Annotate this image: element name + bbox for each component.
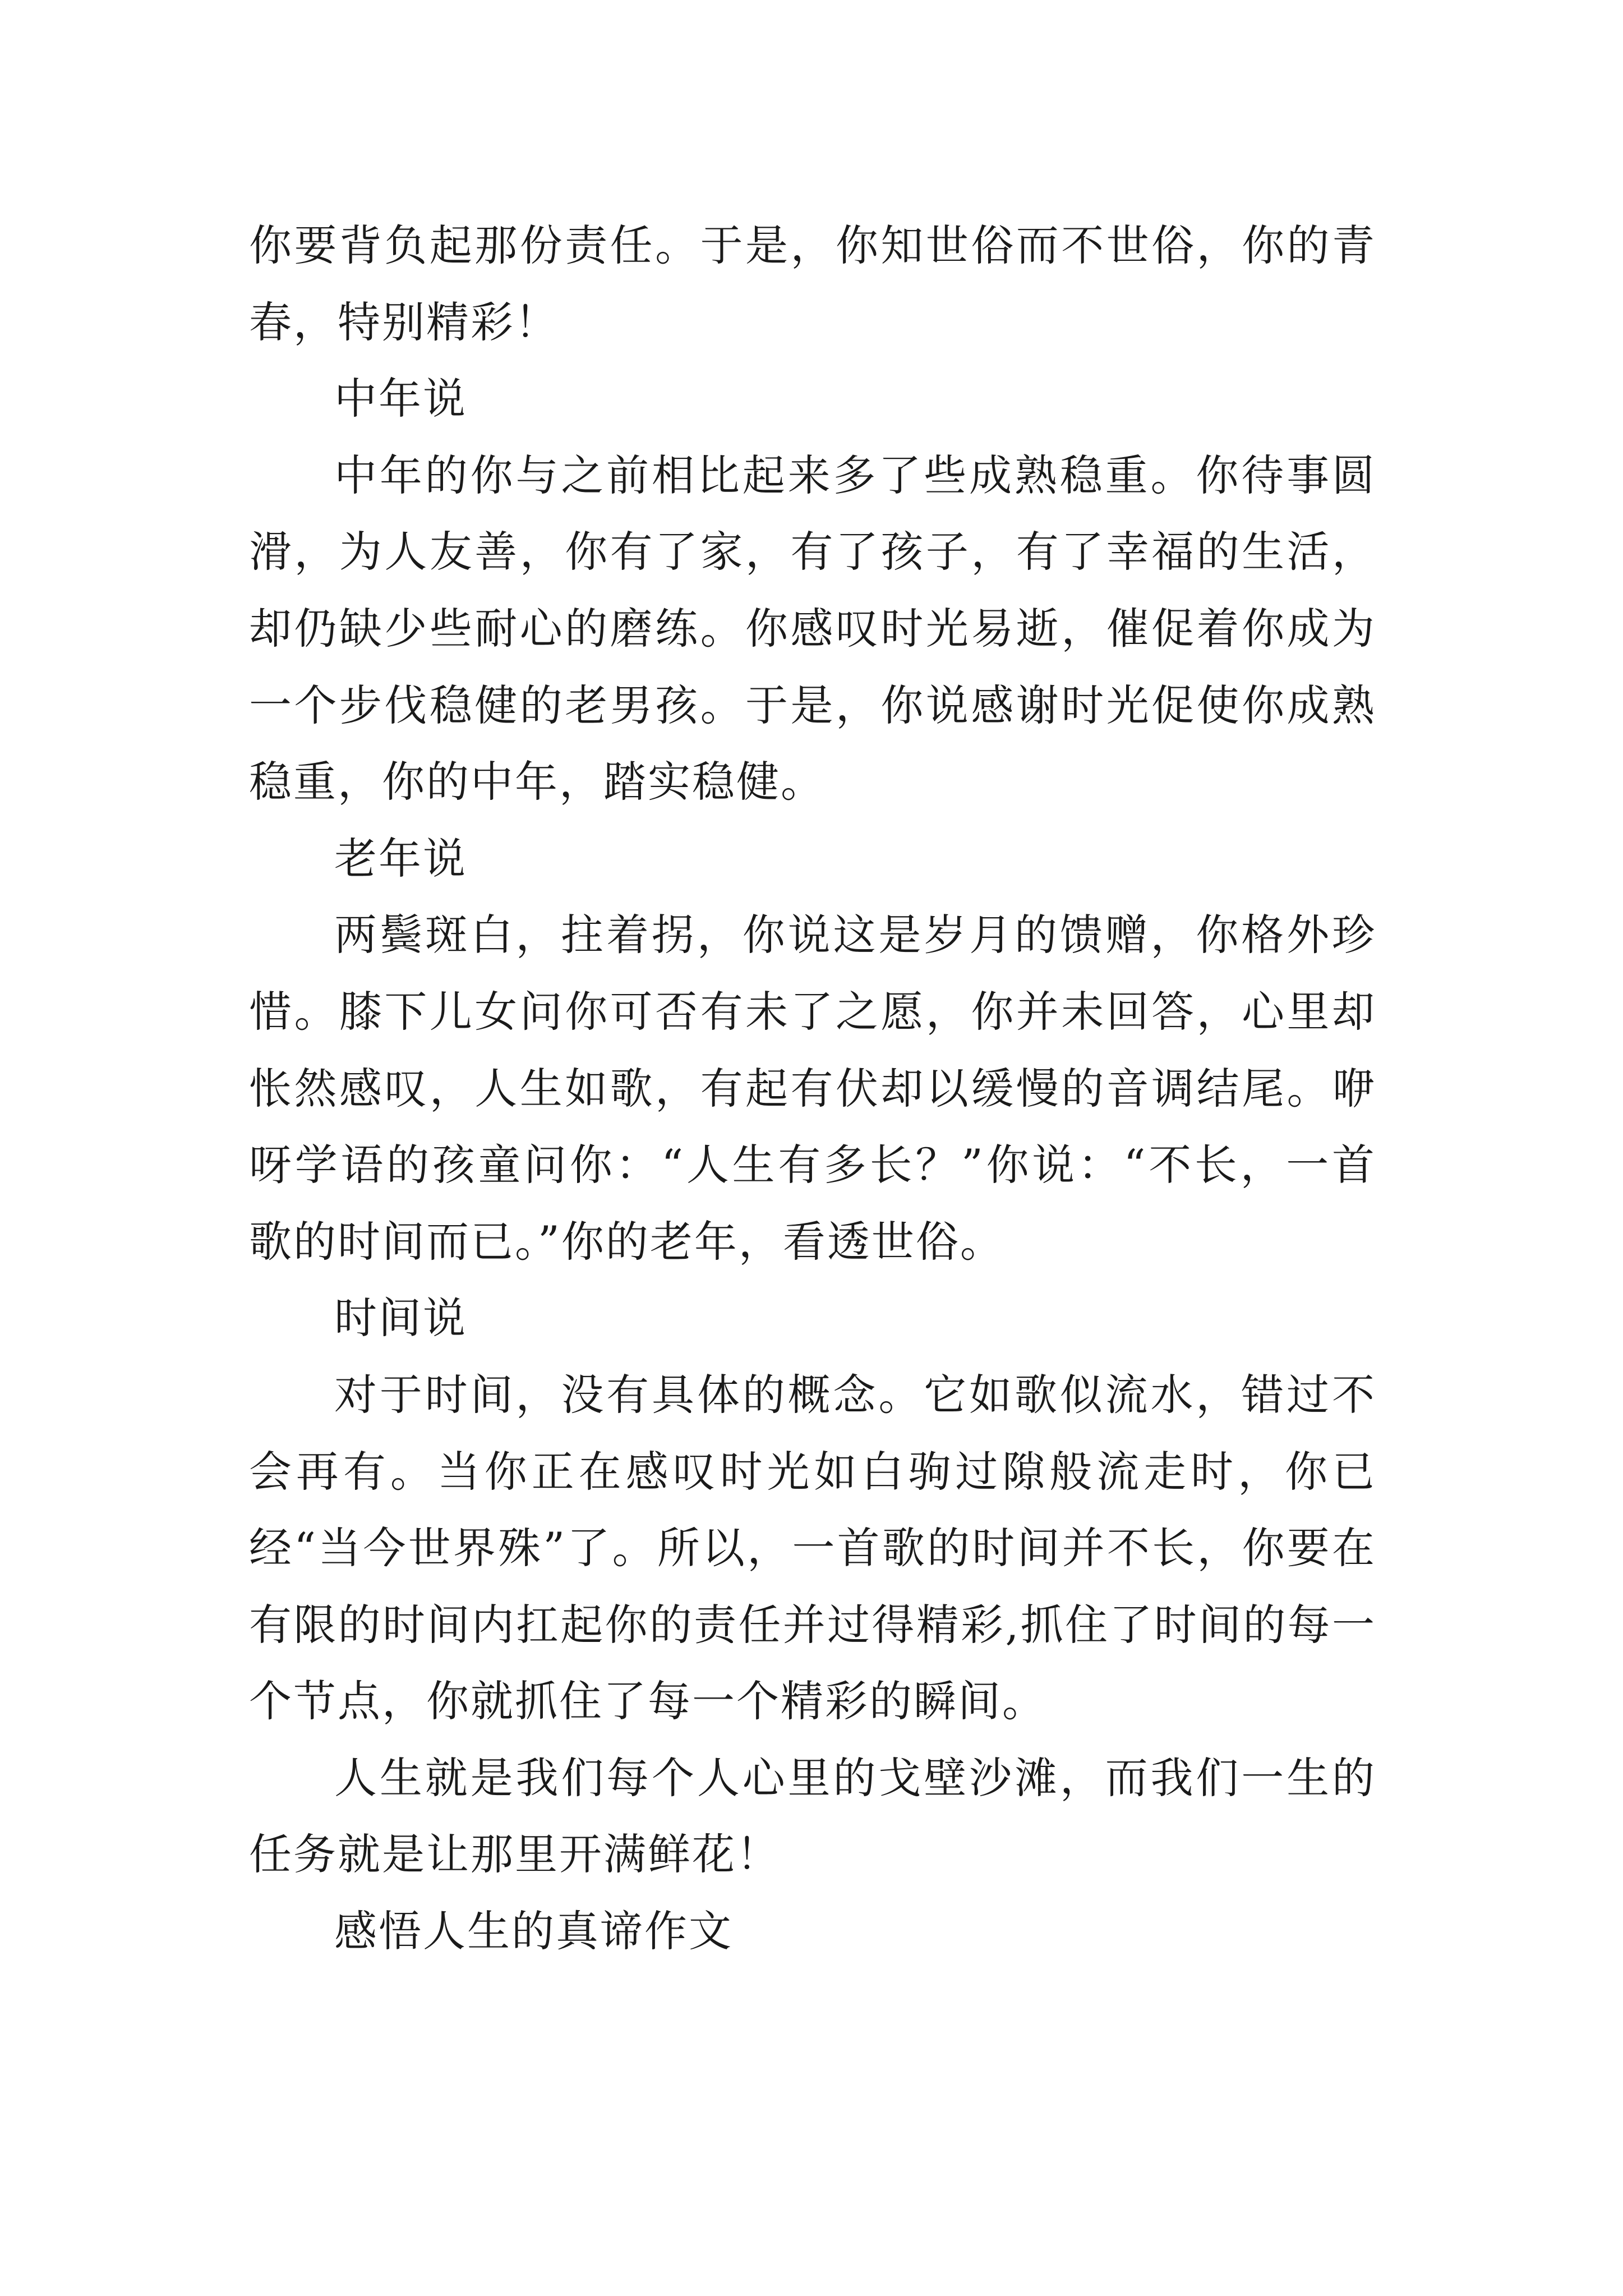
heading-middle-age: 中年说	[334, 374, 467, 424]
paragraph-time: 对于时间，没有具体的概念。它如歌似流水，错过不会再有。当你正在感叹时光如白驹过隙般流走时，你已经“当今世界殊”了。所以，一首歌的时间并不长，你要在有限的时间内扛起你的责任并过得精彩,抓住了时间的每一个节点，你就抓住了每一个精彩的瞬间。	[249, 1369, 1376, 1727]
paragraph-life-desert: 人生就是我们每个人心里的戈壁沙滩，而我们一生的任务就是让那里开满鲜花！	[249, 1752, 1376, 1880]
heading-time: 时间说	[334, 1293, 467, 1343]
paragraph-old-age: 两鬓斑白，拄着拐，你说这是岁月的馈赠，你格外珍惜。膝下儿女问你可否有未了之愿，你并未回答，心里却怅然感叹，人生如歌，有起有伏却以缓慢的音调结尾。咿呀学语的孩童问你：“人生有多长？”你说：“不长，一首歌的时间而已。”你的老年，看透世俗。	[249, 910, 1376, 1267]
heading-essay-title: 感悟人生的真谛作文	[334, 1906, 733, 1957]
document-body	[249, 208, 1376, 1970]
paragraph-middle-age: 中年的你与之前相比起来多了些成熟稳重。你待事圆滑，为人友善，你有了家，有了孩子，有了幸福的生活，却仍缺少些耐心的磨练。你感叹时光易逝，催促着你成为一个步伐稳健的老男孩。于是，你说感谢时光促使你成熟稳重，你的中年，踏实稳健。	[249, 450, 1376, 807]
paragraph-youth-ending: 你要背负起那份责任。于是，你知世俗而不世俗，你的青春，特别精彩！	[249, 220, 1376, 347]
heading-old-age: 老年说	[334, 833, 467, 884]
